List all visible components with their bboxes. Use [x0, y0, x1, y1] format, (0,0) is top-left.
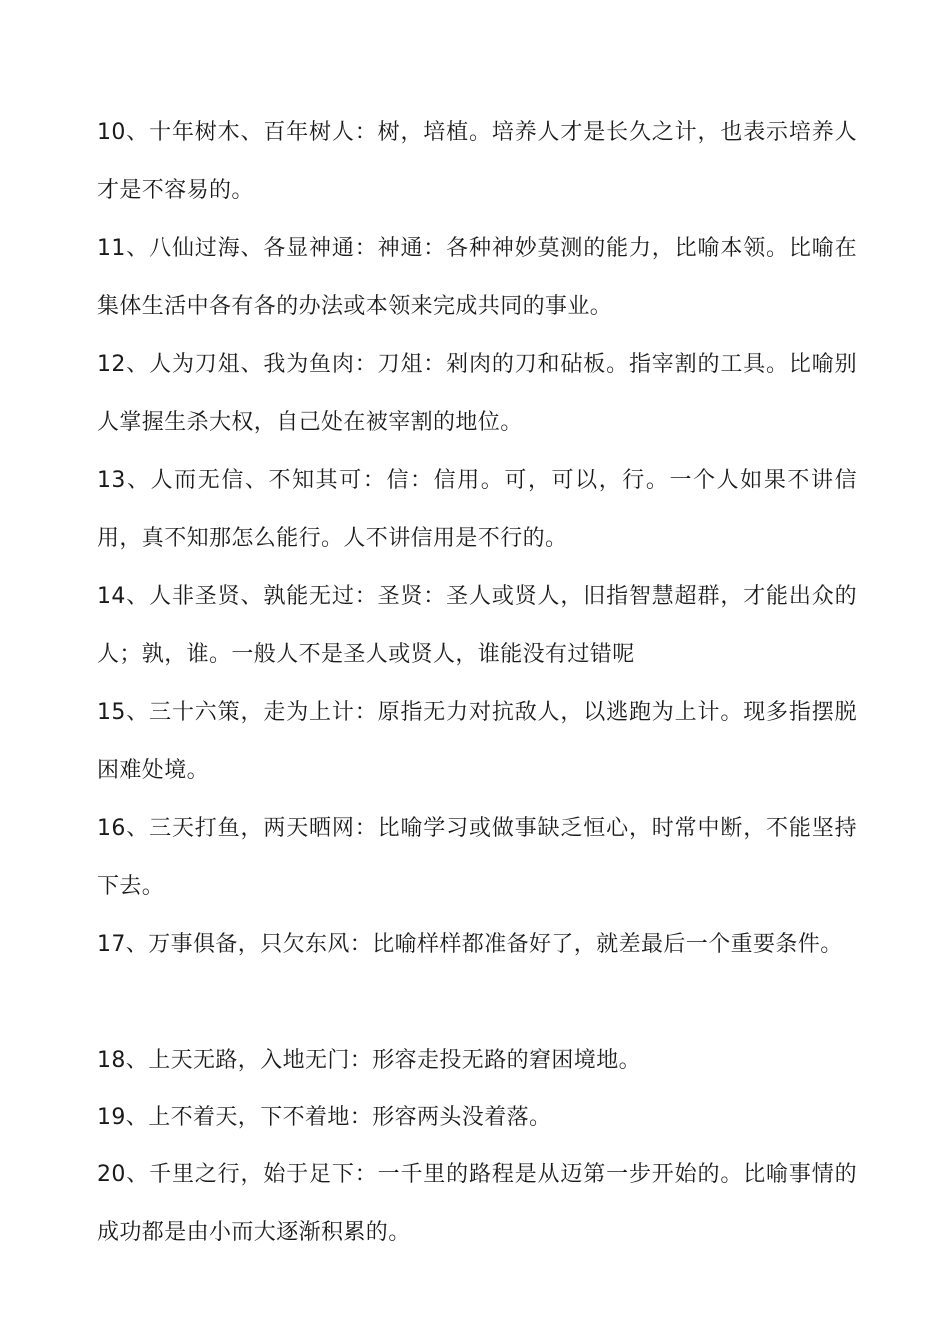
- idiom-entry-12: 12、人为刀俎、我为鱼肉：刀俎：剁肉的刀和砧板。指宰割的工具。比喻别人掌握生杀大权，自己处在被宰割的地位。: [97, 352, 857, 435]
- idiom-entry-19: 19、上不着天，下不着地：形容两头没着落。: [97, 1105, 552, 1130]
- idiom-entry-13: 13、人而无信、不知其可：信：信用。可，可以，行。一个人如果不讲信用，真不知那怎么能行。人不讲信用是不行的。: [97, 468, 857, 551]
- idiom-entry-14: 14、人非圣贤、孰能无过：圣贤：圣人或贤人，旧指智慧超群，才能出众的人；孰，谁。一般人不是圣人或贤人，谁能没有过错呢: [97, 584, 857, 667]
- idiom-entry-20: 20、千里之行，始于足下：一千里的路程是从迈第一步开始的。比喻事情的成功都是由小而大逐渐积累的。: [97, 1162, 857, 1245]
- idiom-entry-11: 11、八仙过海、各显神通：神通：各种神妙莫测的能力，比喻本领。比喻在集体生活中各有各的办法或本领来完成共同的事业。: [97, 236, 857, 319]
- idiom-entry-16: 16、三天打鱼，两天晒网：比喻学习或做事缺乏恒心，时常中断，不能坚持下去。: [97, 816, 857, 899]
- idiom-entry-18: 18、上天无路，入地无门：形容走投无路的窘困境地。: [97, 1048, 641, 1073]
- idiom-entry-15: 15、三十六策，走为上计：原指无力对抗敌人，以逃跑为上计。现多指摆脱困难处境。: [97, 700, 857, 783]
- idiom-entry-10: 10、十年树木、百年树人：树，培植。培养人才是长久之计，也表示培养人才是不容易的。: [97, 120, 857, 203]
- idiom-entry-17: 17、万事俱备，只欠东风：比喻样样都准备好了，就差最后一个重要条件。: [97, 932, 843, 957]
